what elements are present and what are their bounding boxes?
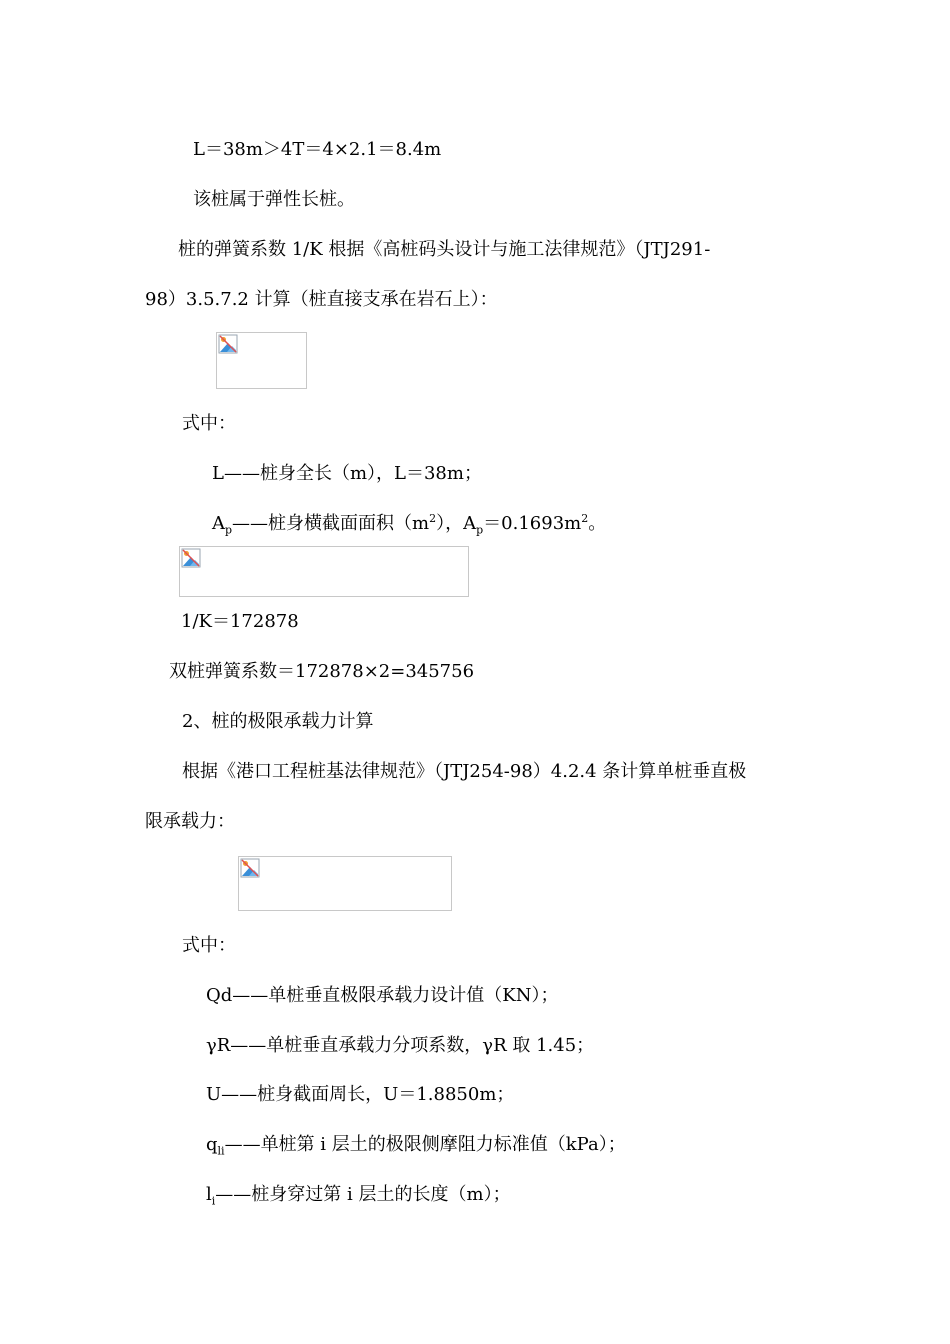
formula-image-2 (179, 546, 469, 597)
formula-image-1 (216, 332, 307, 389)
formula-image-3 (238, 856, 452, 911)
definition-perimeter: U——桩身截面周长，U＝1.8850m； (206, 1084, 515, 1105)
definition-qd: Qd——单桩垂直极限承载力设计值（KN）； (206, 985, 559, 1006)
where-label-2: 式中： (182, 935, 236, 956)
definition-pile-length: L——桩身全长（m），L＝38m； (212, 463, 482, 484)
definition-layer-length: $l_i——$桩身穿过第 i 层土的长度（m）； (206, 1184, 511, 1208)
conclusion-text: 该桩属于弹性长桩。 (193, 189, 355, 210)
result-double-pile: 双桩弹簧系数＝172878×2=345756 (169, 661, 475, 682)
paragraph-spring-coefficient-line2: 98）3.5.7.2 计算（桩直接支承在岩石上）： (145, 289, 498, 310)
equation-length-check: L＝38m＞4T＝4×2.1＝8.4m (193, 139, 442, 160)
definition-cross-section-area: $A_p——$桩身横截面面积$(m^2)$，$A_p=0.1693m^2$。 (212, 512, 607, 537)
broken-image-icon (218, 334, 238, 354)
paragraph-spring-coefficient-line1: 桩的弹簧系数 1/K 根据《高桩码头设计与施工法律规范》（JTJ291- (178, 239, 711, 260)
definition-gamma-r: γR——单桩垂直承载力分项系数，γR 取 1.45； (206, 1035, 595, 1056)
broken-image-icon (181, 548, 201, 568)
where-label-1: 式中： (182, 413, 236, 434)
definition-side-friction: $q_{li}——$单桩第 i 层土的极限侧摩阻力标准值（kPa）； (206, 1134, 626, 1158)
broken-image-icon (240, 858, 260, 878)
section-heading-bearing-capacity: 2、桩的极限承载力计算 (182, 711, 374, 732)
result-spring-coefficient: 1/K＝172878 (181, 611, 299, 632)
paragraph-bearing-capacity-line1: 根据《港口工程桩基法律规范》（JTJ254-98）4.2.4 条计算单桩垂直极 (182, 761, 747, 782)
paragraph-bearing-capacity-line2: 限承载力： (145, 811, 235, 832)
